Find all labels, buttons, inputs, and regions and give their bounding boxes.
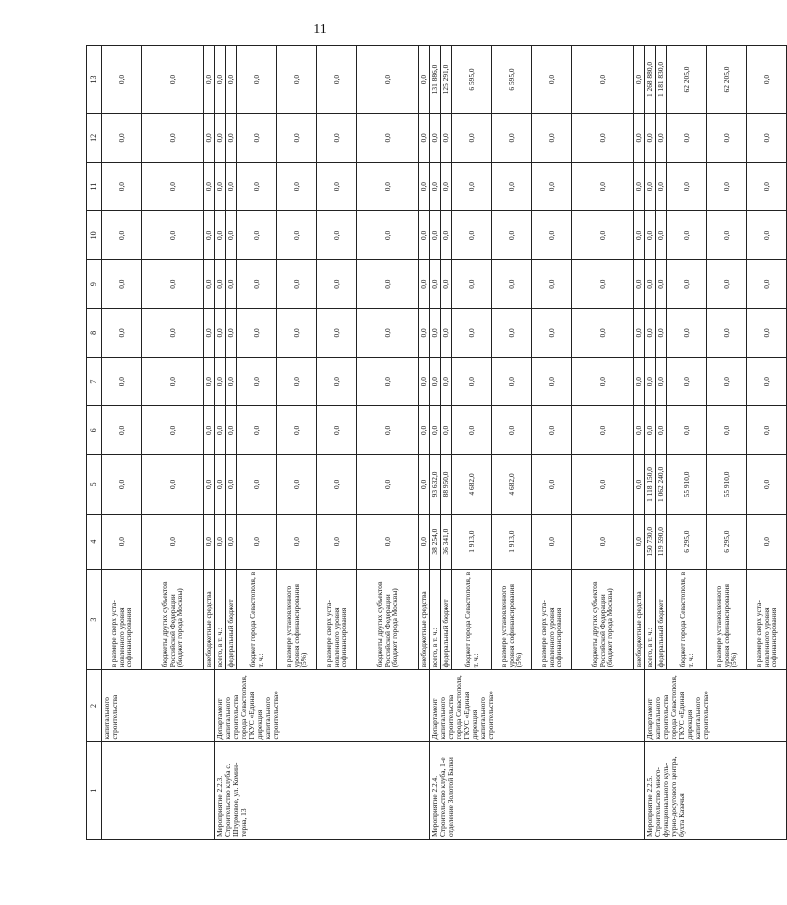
value-cell: 0,0	[102, 113, 142, 162]
value-cell: 0,0	[634, 260, 645, 309]
value-cell: 0,0	[357, 514, 419, 569]
column-header: 5	[87, 455, 102, 514]
value-cell: 0,0	[357, 211, 419, 260]
value-cell: 0,0	[634, 113, 645, 162]
funding-source-cell: в размере сверх уста-новленного уровня софинансирования	[532, 569, 572, 670]
value-cell: 0,0	[419, 46, 430, 114]
value-cell: 0,0	[707, 406, 747, 455]
value-cell: 62 205,0	[667, 46, 707, 114]
funding-source-cell: федеральный бюджет	[656, 569, 667, 670]
header-row	[87, 46, 102, 840]
value-cell: 0,0	[492, 211, 532, 260]
value-cell: 0,0	[357, 162, 419, 211]
funding-source-cell: в размере сверх уста-новленного уровня софинансирования	[102, 569, 142, 670]
value-cell: 0,0	[419, 260, 430, 309]
value-cell: 1 118 150,0	[645, 455, 656, 514]
table-row	[645, 46, 656, 840]
value-cell: 0,0	[277, 162, 317, 211]
value-cell: 0,0	[317, 260, 357, 309]
value-cell: 0,0	[317, 162, 357, 211]
funding-source-cell: в размере установленного уровня софинансирования (5%)	[707, 569, 747, 670]
measure-cell: Мероприятие 2.2.5. Строительство много-функционального куль-турно-досугового центра, бухта Казачья	[645, 742, 787, 840]
value-cell: 0,0	[419, 308, 430, 357]
value-cell: 0,0	[572, 211, 634, 260]
value-cell: 0,0	[204, 46, 215, 114]
value-cell: 0,0	[441, 162, 452, 211]
value-cell: 0,0	[452, 113, 492, 162]
value-cell: 0,0	[215, 46, 226, 114]
value-cell: 6 595,0	[492, 46, 532, 114]
value-cell: 0,0	[452, 260, 492, 309]
value-cell: 0,0	[237, 162, 277, 211]
funding-source-cell: всего, в т. ч.:	[645, 569, 656, 670]
value-cell: 0,0	[441, 211, 452, 260]
value-cell: 0,0	[215, 211, 226, 260]
value-cell: 0,0	[747, 514, 787, 569]
value-cell: 0,0	[419, 514, 430, 569]
value-cell: 0,0	[142, 455, 204, 514]
value-cell: 0,0	[215, 455, 226, 514]
value-cell: 0,0	[237, 308, 277, 357]
value-cell: 0,0	[226, 357, 237, 406]
value-cell: 0,0	[656, 113, 667, 162]
funding-source-cell: всего, в т. ч.:	[430, 569, 441, 670]
value-cell: 0,0	[634, 308, 645, 357]
value-cell: 1 062 240,0	[656, 455, 667, 514]
funding-source-cell: в размере сверх уста-новленного уровня софинансирования	[747, 569, 787, 670]
value-cell: 0,0	[142, 46, 204, 114]
executor-cell: Департамент капитального строительства города Севастополя, ГКУС «Единая дирекция капитального строительства»	[645, 670, 787, 742]
value-cell: 0,0	[572, 260, 634, 309]
value-cell: 0,0	[532, 455, 572, 514]
table-row	[430, 46, 441, 840]
value-cell: 6 295,0	[707, 514, 747, 569]
value-cell: 0,0	[142, 113, 204, 162]
value-cell: 0,0	[634, 162, 645, 211]
value-cell: 36 341,0	[441, 514, 452, 569]
value-cell: 0,0	[645, 357, 656, 406]
value-cell: 0,0	[532, 406, 572, 455]
value-cell: 0,0	[357, 406, 419, 455]
value-cell: 0,0	[215, 514, 226, 569]
value-cell: 0,0	[226, 308, 237, 357]
value-cell: 0,0	[492, 406, 532, 455]
value-cell: 0,0	[142, 211, 204, 260]
funding-source-cell: бюджет города Севастополя, в т. ч.:	[667, 569, 707, 670]
value-cell: 0,0	[656, 260, 667, 309]
value-cell: 0,0	[204, 162, 215, 211]
value-cell: 0,0	[430, 162, 441, 211]
value-cell: 0,0	[102, 357, 142, 406]
value-cell: 0,0	[317, 406, 357, 455]
value-cell: 0,0	[357, 113, 419, 162]
value-cell: 0,0	[102, 455, 142, 514]
value-cell: 0,0	[667, 406, 707, 455]
value-cell: 0,0	[317, 113, 357, 162]
value-cell: 0,0	[492, 308, 532, 357]
value-cell: 0,0	[237, 260, 277, 309]
value-cell: 0,0	[430, 211, 441, 260]
value-cell: 0,0	[572, 406, 634, 455]
value-cell: 0,0	[102, 162, 142, 211]
value-cell: 0,0	[430, 260, 441, 309]
value-cell: 0,0	[430, 357, 441, 406]
value-cell: 0,0	[441, 260, 452, 309]
value-cell: 0,0	[747, 211, 787, 260]
value-cell: 0,0	[419, 113, 430, 162]
value-cell: 0,0	[237, 455, 277, 514]
value-cell: 0,0	[142, 514, 204, 569]
value-cell: 0,0	[357, 357, 419, 406]
value-cell: 0,0	[572, 455, 634, 514]
value-cell: 0,0	[357, 260, 419, 309]
value-cell: 0,0	[142, 406, 204, 455]
value-cell: 0,0	[204, 211, 215, 260]
value-cell: 0,0	[492, 357, 532, 406]
funding-source-cell: внебюджетные средства	[204, 569, 215, 670]
value-cell: 0,0	[572, 46, 634, 114]
value-cell: 1 913,0	[452, 514, 492, 569]
value-cell: 0,0	[667, 211, 707, 260]
value-cell: 0,0	[492, 162, 532, 211]
executor-cell: Департамент капитального строительства города Севастополя, ГКУС «Единая дирекция капитального строительства»	[215, 670, 430, 742]
value-cell: 0,0	[572, 308, 634, 357]
value-cell: 0,0	[237, 357, 277, 406]
funding-source-cell: всего, в т. ч.:	[215, 569, 226, 670]
value-cell: 0,0	[747, 406, 787, 455]
value-cell: 0,0	[237, 113, 277, 162]
value-cell: 0,0	[572, 514, 634, 569]
funding-source-cell: внебюджетные средства	[419, 569, 430, 670]
value-cell: 0,0	[226, 162, 237, 211]
value-cell: 0,0	[277, 113, 317, 162]
funding-source-cell: в размере установленного уровня софинансирования (5%)	[492, 569, 532, 670]
value-cell: 0,0	[707, 162, 747, 211]
value-cell: 0,0	[707, 260, 747, 309]
value-cell: 4 682,0	[492, 455, 532, 514]
value-cell: 125 291,0	[441, 46, 452, 114]
value-cell: 55 910,0	[707, 455, 747, 514]
value-cell: 0,0	[532, 162, 572, 211]
column-header: 7	[87, 357, 102, 406]
value-cell: 0,0	[277, 514, 317, 569]
value-cell: 0,0	[572, 162, 634, 211]
value-cell: 1 181 830,0	[656, 46, 667, 114]
value-cell: 0,0	[204, 308, 215, 357]
value-cell: 4 682,0	[452, 455, 492, 514]
funding-source-cell: бюджет города Севастополя, в т. ч.:	[237, 569, 277, 670]
value-cell: 55 910,0	[667, 455, 707, 514]
value-cell: 0,0	[441, 357, 452, 406]
value-cell: 0,0	[277, 357, 317, 406]
value-cell: 0,0	[452, 162, 492, 211]
value-cell: 0,0	[441, 406, 452, 455]
value-cell: 0,0	[656, 308, 667, 357]
value-cell: 0,0	[747, 260, 787, 309]
value-cell: 0,0	[747, 113, 787, 162]
value-cell: 0,0	[204, 260, 215, 309]
value-cell: 0,0	[634, 357, 645, 406]
value-cell: 0,0	[656, 357, 667, 406]
value-cell: 0,0	[237, 211, 277, 260]
value-cell: 0,0	[317, 211, 357, 260]
value-cell: 0,0	[215, 406, 226, 455]
value-cell: 0,0	[419, 162, 430, 211]
value-cell: 0,0	[452, 308, 492, 357]
value-cell: 0,0	[645, 113, 656, 162]
value-cell: 0,0	[237, 514, 277, 569]
column-header: 4	[87, 514, 102, 569]
value-cell: 0,0	[707, 211, 747, 260]
value-cell: 0,0	[452, 357, 492, 406]
value-cell: 0,0	[656, 406, 667, 455]
value-cell: 0,0	[747, 357, 787, 406]
value-cell: 0,0	[215, 308, 226, 357]
value-cell: 0,0	[634, 455, 645, 514]
value-cell: 0,0	[317, 455, 357, 514]
value-cell: 0,0	[204, 357, 215, 406]
column-header: 12	[87, 113, 102, 162]
value-cell: 93 632,0	[430, 455, 441, 514]
measure-cell	[102, 742, 215, 840]
measure-cell: Мероприятие 2.2.4. Строительство клуба, 1-е отделение Золотой Балки	[430, 742, 645, 840]
value-cell: 0,0	[142, 308, 204, 357]
funding-source-cell: федеральный бюджет	[441, 569, 452, 670]
value-cell: 0,0	[317, 514, 357, 569]
value-cell: 0,0	[441, 308, 452, 357]
page-number: 11	[313, 22, 327, 37]
value-cell: 0,0	[634, 514, 645, 569]
value-cell: 0,0	[452, 406, 492, 455]
value-cell: 0,0	[572, 357, 634, 406]
table-row	[102, 46, 142, 840]
value-cell: 0,0	[645, 308, 656, 357]
value-cell: 0,0	[237, 406, 277, 455]
value-cell: 38 254,0	[430, 514, 441, 569]
value-cell: 0,0	[419, 211, 430, 260]
value-cell: 0,0	[645, 162, 656, 211]
value-cell: 0,0	[226, 455, 237, 514]
value-cell: 0,0	[634, 211, 645, 260]
value-cell: 0,0	[215, 113, 226, 162]
column-header: 9	[87, 260, 102, 309]
executor-cell: капитального строительства	[102, 670, 215, 742]
column-header: 10	[87, 211, 102, 260]
funding-source-cell: бюджет города Севастополя, в т. ч.:	[452, 569, 492, 670]
value-cell: 0,0	[357, 455, 419, 514]
value-cell: 0,0	[204, 455, 215, 514]
funding-source-cell: бюджеты других субъектов Российской Федерации (бюджет города Москвы)	[142, 569, 204, 670]
value-cell: 0,0	[226, 514, 237, 569]
value-cell: 0,0	[532, 260, 572, 309]
value-cell: 0,0	[645, 406, 656, 455]
value-cell: 0,0	[277, 211, 317, 260]
value-cell: 0,0	[142, 357, 204, 406]
value-cell: 150 730,0	[645, 514, 656, 569]
value-cell: 0,0	[419, 406, 430, 455]
value-cell: 0,0	[532, 357, 572, 406]
value-cell: 0,0	[277, 308, 317, 357]
value-cell: 62 205,0	[707, 46, 747, 114]
value-cell: 0,0	[634, 46, 645, 114]
value-cell: 0,0	[317, 308, 357, 357]
value-cell: 0,0	[102, 406, 142, 455]
value-cell: 0,0	[142, 260, 204, 309]
value-cell: 0,0	[277, 260, 317, 309]
value-cell: 0,0	[226, 406, 237, 455]
column-header: 13	[87, 46, 102, 114]
table-row	[215, 46, 226, 840]
funding-source-cell: бюджеты других субъектов Российской Федерации (бюджет города Москвы)	[357, 569, 419, 670]
value-cell: 0,0	[357, 308, 419, 357]
value-cell: 0,0	[707, 113, 747, 162]
value-cell: 0,0	[430, 308, 441, 357]
value-cell: 0,0	[102, 308, 142, 357]
value-cell: 0,0	[419, 455, 430, 514]
value-cell: 0,0	[747, 46, 787, 114]
value-cell: 0,0	[645, 211, 656, 260]
value-cell: 0,0	[142, 162, 204, 211]
value-cell: 0,0	[532, 46, 572, 114]
value-cell: 0,0	[430, 113, 441, 162]
funding-source-cell: федеральный бюджет	[226, 569, 237, 670]
value-cell: 0,0	[226, 113, 237, 162]
budget-table-rotated	[86, 45, 779, 840]
value-cell: 6 595,0	[452, 46, 492, 114]
funding-source-cell: внебюджетные средства	[634, 569, 645, 670]
value-cell: 0,0	[667, 162, 707, 211]
value-cell: 0,0	[215, 357, 226, 406]
column-header: 2	[87, 670, 102, 742]
value-cell: 6 295,0	[667, 514, 707, 569]
column-header: 11	[87, 162, 102, 211]
value-cell: 0,0	[226, 260, 237, 309]
value-cell: 0,0	[102, 211, 142, 260]
value-cell: 0,0	[215, 260, 226, 309]
value-cell: 0,0	[102, 514, 142, 569]
value-cell: 0,0	[645, 260, 656, 309]
executor-cell: Департамент капитального строительства города Севастополя, ГКУС «Единая дирекция капитального строительства»	[430, 670, 645, 742]
value-cell: 0,0	[492, 260, 532, 309]
value-cell: 0,0	[532, 308, 572, 357]
value-cell: 0,0	[747, 162, 787, 211]
value-cell: 0,0	[667, 260, 707, 309]
value-cell: 0,0	[430, 406, 441, 455]
column-header: 6	[87, 406, 102, 455]
value-cell: 0,0	[204, 113, 215, 162]
value-cell: 0,0	[452, 211, 492, 260]
budget-table	[86, 45, 787, 840]
value-cell: 0,0	[747, 308, 787, 357]
column-header: 8	[87, 308, 102, 357]
funding-source-cell: бюджеты других субъектов Российской Федерации (бюджет города Москвы)	[572, 569, 634, 670]
value-cell: 0,0	[317, 357, 357, 406]
value-cell: 0,0	[277, 46, 317, 114]
value-cell: 0,0	[634, 406, 645, 455]
value-cell: 0,0	[532, 514, 572, 569]
funding-source-cell: в размере установленного уровня софинансирования (5%)	[277, 569, 317, 670]
value-cell: 0,0	[532, 211, 572, 260]
value-cell: 0,0	[656, 211, 667, 260]
value-cell: 0,0	[277, 406, 317, 455]
value-cell: 0,0	[277, 455, 317, 514]
value-cell: 0,0	[102, 46, 142, 114]
column-header: 1	[87, 742, 102, 840]
value-cell: 0,0	[215, 162, 226, 211]
value-cell: 88 950,0	[441, 455, 452, 514]
value-cell: 119 590,0	[656, 514, 667, 569]
value-cell: 131 886,0	[430, 46, 441, 114]
value-cell: 0,0	[226, 46, 237, 114]
value-cell: 0,0	[237, 46, 277, 114]
value-cell: 0,0	[226, 211, 237, 260]
value-cell: 0,0	[317, 46, 357, 114]
column-header: 3	[87, 569, 102, 670]
value-cell: 0,0	[707, 308, 747, 357]
value-cell: 0,0	[572, 113, 634, 162]
value-cell: 0,0	[419, 357, 430, 406]
value-cell: 0,0	[357, 46, 419, 114]
measure-cell: Мероприятие 2.2.3. Строительство клуба с. Штурмовое, ул. Комин-терна, 13	[215, 742, 430, 840]
value-cell: 0,0	[102, 260, 142, 309]
value-cell: 0,0	[204, 406, 215, 455]
funding-source-cell: в размере сверх уста-новленного уровня софинансирования	[317, 569, 357, 670]
value-cell: 0,0	[532, 113, 572, 162]
value-cell: 0,0	[747, 455, 787, 514]
value-cell: 0,0	[656, 162, 667, 211]
value-cell: 1 268 880,0	[645, 46, 656, 114]
value-cell: 0,0	[492, 113, 532, 162]
value-cell: 0,0	[667, 357, 707, 406]
value-cell: 0,0	[441, 113, 452, 162]
value-cell: 0,0	[667, 113, 707, 162]
value-cell: 0,0	[667, 308, 707, 357]
value-cell: 0,0	[707, 357, 747, 406]
value-cell: 0,0	[204, 514, 215, 569]
value-cell: 1 913,0	[492, 514, 532, 569]
